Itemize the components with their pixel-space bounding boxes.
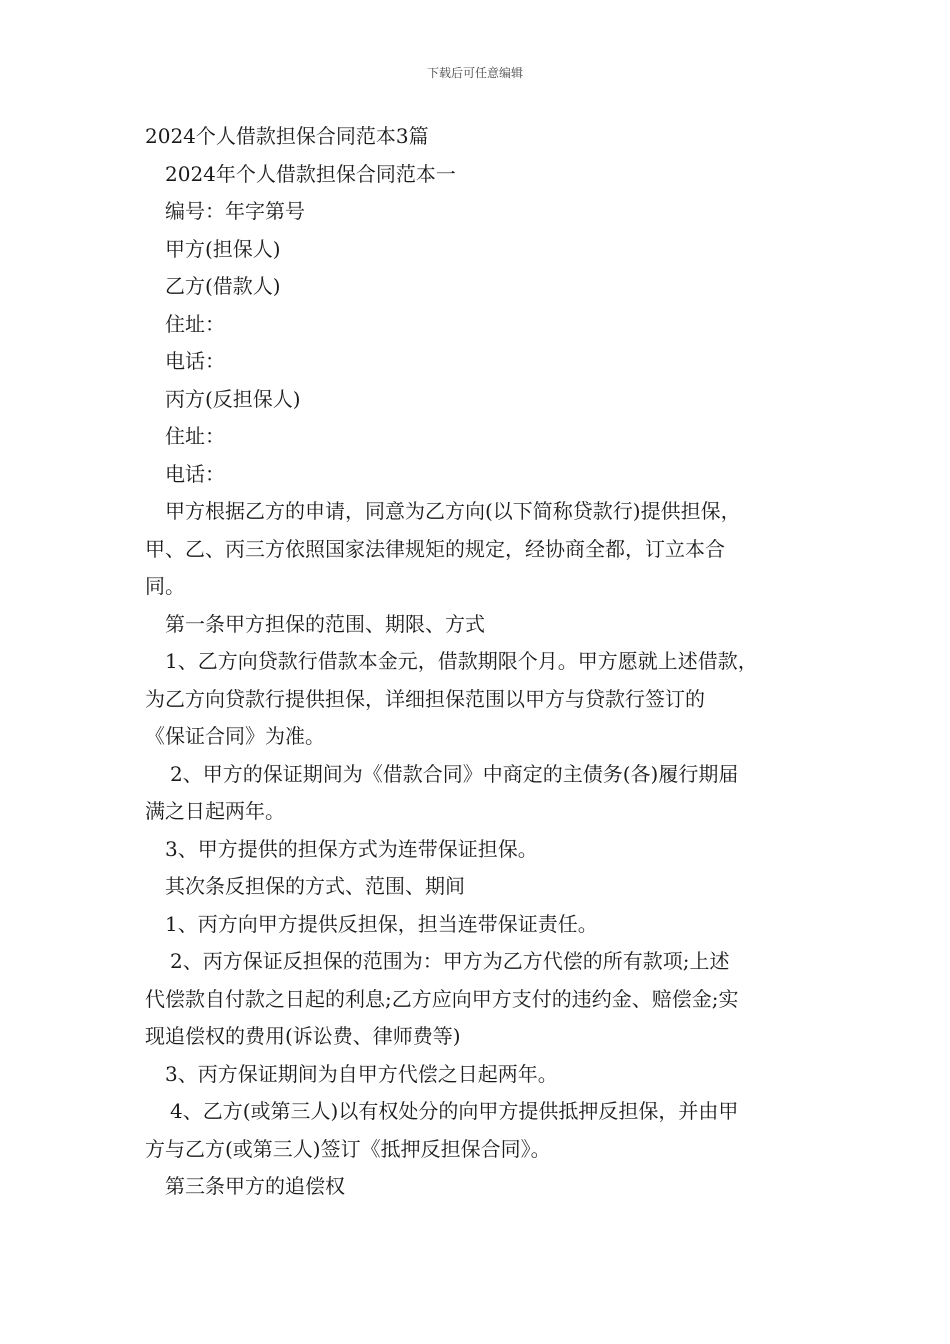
article2-item4-line: 4、乙方(或第三人)以有权处分的向甲方提供抵押反担保，并由甲 [170,1099,739,1123]
field-phone: 电话： [165,461,225,486]
article2-item1: 1、丙方向甲方提供反担保，担当连带保证责任。 [165,911,598,936]
intro-line: 甲方根据乙方的申请，同意为乙方向(以下简称贷款行)提供担保， [165,499,741,523]
field-address: 住址： [165,311,225,336]
article2-item2-line: 现追偿权的费用(诉讼费、律师费等) [145,1024,461,1048]
document-subtitle: 2024年个人借款担保合同范本一 [165,161,456,186]
field-party-a: 甲方(担保人) [165,236,281,261]
article1-item2-line: 满之日起两年。 [145,799,285,823]
field-number: 编号：年字第号 [165,199,305,223]
article2-item3: 3、丙方保证期间为自甲方代偿之日起两年。 [165,1061,558,1086]
article1-item1-line: 《保证合同》为准。 [145,724,325,748]
field-party-c: 丙方(反担保人) [165,386,301,411]
document-body [145,118,825,1206]
page-header-note: 下载后可任意编辑 [426,66,523,80]
article1-item3: 3、甲方提供的担保方式为连带保证担保。 [165,836,538,861]
article2-item4-line: 方与乙方(或第三人)签订《抵押反担保合同》。 [145,1136,551,1161]
field-address: 住址： [165,424,225,448]
article1-heading: 第一条甲方担保的范围、期限、方式 [165,611,485,636]
field-party-b: 乙方(借款人) [165,274,281,298]
article2-heading: 其次条反担保的方式、范围、期间 [165,874,465,898]
article3-heading: 第三条甲方的追偿权 [165,1174,345,1198]
article2-item2-line: 代偿款自付款之日起的利息;乙方应向甲方支付的违约金、赔偿金;实 [145,986,739,1011]
article1-item2-line: 2、甲方的保证期间为《借款合同》中商定的主债务(各)履行期届 [170,761,739,786]
article1-item1-line: 为乙方向贷款行提供担保，详细担保范围以甲方与贷款行签订的 [145,686,705,711]
field-phone: 电话： [165,349,225,373]
article2-item2-line: 2、丙方保证反担保的范围为：甲方为乙方代偿的所有款项;上述 [170,949,730,973]
intro-line: 甲、乙、丙三方依照国家法律规矩的规定，经协商全都，订立本合 [145,536,725,561]
document-title: 2024个人借款担保合同范本3篇 [145,124,429,148]
intro-line: 同。 [145,574,185,598]
article1-item1-line: 1、乙方向贷款行借款本金元，借款期限个月。甲方愿就上述借款， [165,649,758,673]
